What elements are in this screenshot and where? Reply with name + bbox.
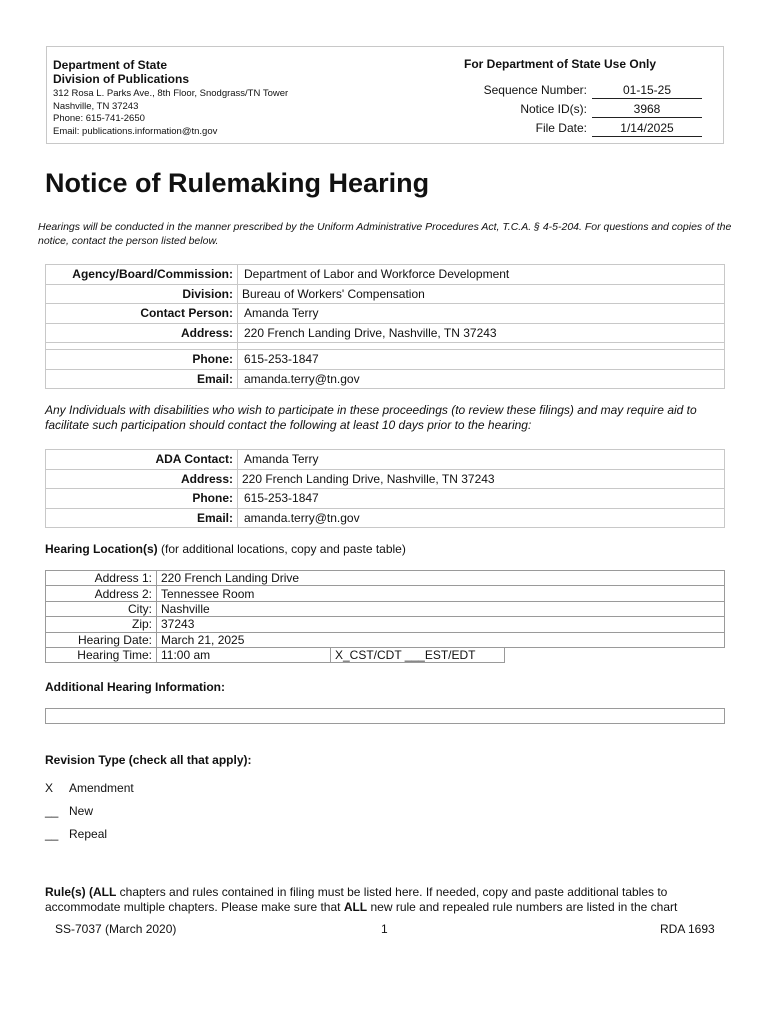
address-value: 220 French Landing Drive, Nashville, TN 37243 (238, 323, 725, 343)
additional-info-heading: Additional Hearing Information: (45, 680, 225, 694)
rules-paragraph (45, 885, 745, 915)
agency-value: Department of Labor and Workforce Development (238, 265, 725, 285)
phone-label: Phone: (46, 350, 238, 370)
ada-contact-value: Amanda Terry (238, 450, 725, 470)
table-row (46, 323, 725, 343)
hearing-date-label: Hearing Date: (46, 632, 157, 647)
department-phone: Phone: 615-741-2650 (53, 113, 145, 124)
contact-person-value: Amanda Terry (238, 304, 725, 324)
table-row (46, 632, 725, 647)
ada-contact-label: ADA Contact: (46, 450, 238, 470)
revision-label: New (69, 804, 94, 818)
table-row (46, 369, 725, 389)
ada-table (45, 449, 725, 528)
intro-text: Hearings will be conducted in the manner prescribed by the Uniform Administrative Procedures Act, T.C.A. § 4-5-204. For questions and copies of the notice, contact the person listed below. (38, 221, 732, 247)
department-email: Email: publications.information@tn.gov (53, 125, 218, 137)
table-row (46, 265, 725, 285)
ada-address-value: 220 French Landing Drive, Nashville, TN 37243 (238, 469, 725, 489)
department-name: Department of State (53, 58, 168, 72)
ada-address-label: Address: (46, 469, 238, 489)
division-name: Division of Publications (53, 72, 190, 86)
email-label: Email: (46, 369, 238, 389)
address1-value: 220 French Landing Drive (157, 571, 725, 586)
revision-label: Amendment (69, 781, 134, 795)
zip-label: Zip: (46, 617, 157, 632)
file-date-label: File Date: (535, 121, 587, 135)
table-row (46, 469, 725, 489)
agency-table (45, 264, 725, 389)
ada-phone-label: Phone: (46, 489, 238, 509)
sequence-number-value: 01-15-25 (592, 83, 702, 99)
address2-value: Tennessee Room (157, 586, 725, 601)
ada-email-value: amanda.terry@tn.gov (238, 508, 725, 528)
address1-label: Address 1: (46, 571, 157, 586)
revision-item-repeal (45, 827, 107, 841)
state-use-block (437, 57, 717, 135)
hearing-location-table (45, 570, 725, 663)
revision-mark: X (45, 781, 54, 795)
table-row (46, 586, 725, 601)
notice-id-row (437, 100, 707, 118)
sequence-number-row (437, 81, 707, 99)
rules-all-2: ALL (343, 900, 368, 914)
city-label: City: (46, 601, 157, 616)
table-row (46, 647, 725, 662)
hearing-time-label: Hearing Time: (46, 647, 157, 662)
ada-email-label: Email: (46, 508, 238, 528)
revision-type-heading: Revision Type (check all that apply): (45, 753, 252, 767)
table-row (46, 601, 725, 616)
table-row (46, 617, 725, 632)
timezone-value: X_CST/CDT ___EST/EDT (331, 647, 505, 662)
table-row (46, 508, 725, 528)
hearing-locations-heading (45, 542, 406, 556)
division-value: Bureau of Workers' Compensation (238, 284, 725, 304)
rules-prefix: Rule(s) ( (45, 885, 93, 899)
footer-page-number: 1 (381, 922, 388, 936)
notice-id-value: 3968 (592, 102, 702, 118)
table-row (46, 284, 725, 304)
agency-label: Agency/Board/Commission: (46, 265, 238, 285)
phone-value: 615-253-1847 (238, 350, 725, 370)
file-date-row (437, 119, 707, 137)
spacer-cell (238, 343, 725, 350)
disabilities-text: Any Individuals with disabilities who wish to participate in these proceedings (to review these filings) and may require aid to facilitate such participation should contact the following at least 10 days prior to the hearing: (45, 403, 697, 432)
spacer-cell (46, 343, 238, 350)
header-box (46, 46, 724, 144)
email-value: amanda.terry@tn.gov (238, 369, 725, 389)
department-address-block (53, 58, 288, 138)
rules-all-1: ALL (93, 885, 117, 899)
ada-phone-value: 615-253-1847 (238, 489, 725, 509)
rules-suffix: new rule and repealed rule numbers are listed in the chart (367, 900, 678, 914)
page-title: Notice of Rulemaking Hearing (45, 168, 430, 198)
hearing-locations-heading-note: (for additional locations, copy and paste table) (157, 542, 406, 556)
table-row (46, 450, 725, 470)
revision-item-new (45, 804, 93, 818)
revision-mark: __ (45, 804, 59, 818)
table-row (46, 350, 725, 370)
file-date-value: 1/14/2025 (592, 121, 702, 137)
footer-form-id: SS-7037 (March 2020) (55, 922, 177, 936)
footer-rda: RDA 1693 (660, 922, 715, 936)
additional-info-box (45, 708, 725, 724)
state-use-title: For Department of State Use Only (464, 57, 657, 71)
table-row (46, 343, 725, 350)
revision-label: Repeal (69, 827, 108, 841)
department-city: Nashville, TN 37243 (53, 100, 139, 112)
hearing-time-value: 11:00 am (157, 647, 331, 662)
table-row (46, 571, 725, 586)
division-label: Division: (46, 284, 238, 304)
blank-cell (505, 647, 725, 662)
table-row (46, 304, 725, 324)
address2-label: Address 2: (46, 586, 157, 601)
zip-value: 37243 (157, 617, 725, 632)
hearing-date-value: March 21, 2025 (157, 632, 725, 647)
department-address: 312 Rosa L. Parks Ave., 8th Floor, Snodgrass/TN Tower (53, 88, 289, 99)
contact-person-label: Contact Person: (46, 304, 238, 324)
notice-id-label: Notice ID(s): (520, 102, 587, 116)
hearing-locations-heading-bold: Hearing Location(s) (45, 542, 158, 556)
rules-middle: chapters and rules contained in filing must be listed here. If needed, copy and paste additional tables to accommodate multiple chapters. Please make sure that (45, 885, 668, 914)
city-value: Nashville (157, 601, 725, 616)
table-row (46, 489, 725, 509)
revision-item-amendment (45, 781, 134, 795)
sequence-number-label: Sequence Number: (483, 83, 587, 97)
revision-mark: __ (45, 827, 59, 841)
address-label: Address: (46, 323, 238, 343)
